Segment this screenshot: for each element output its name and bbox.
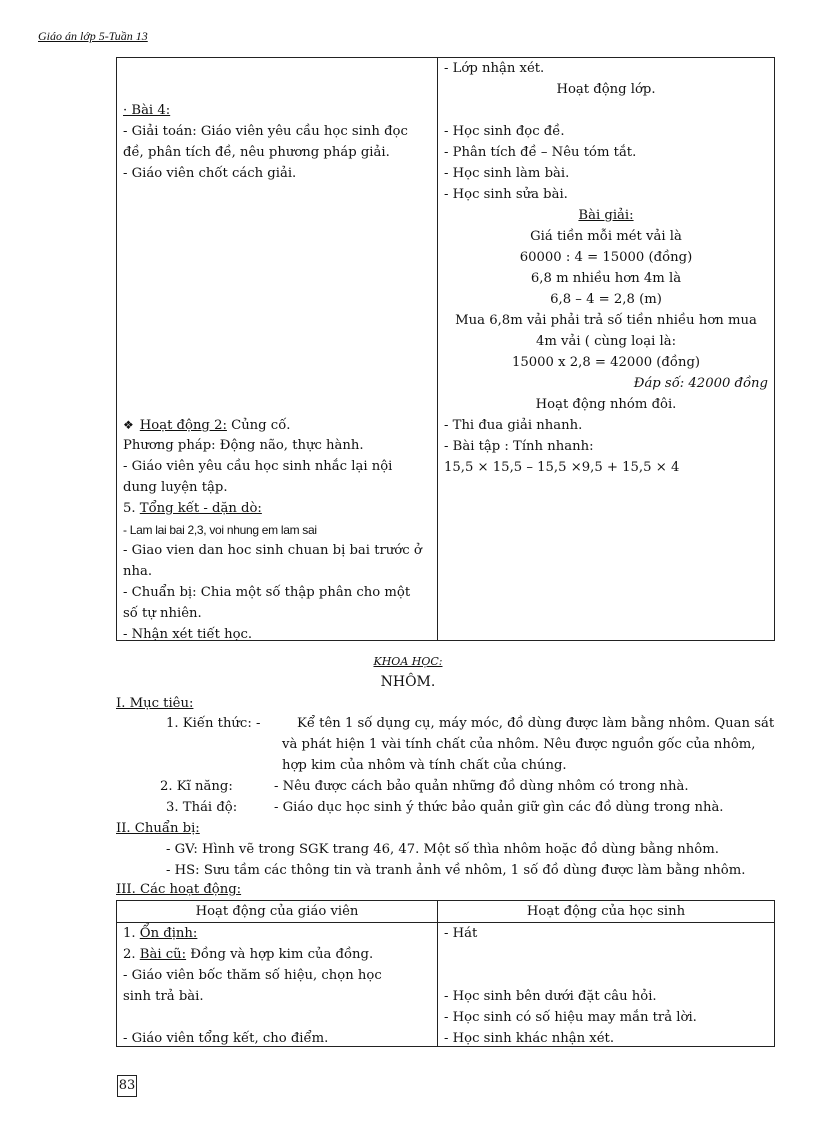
left-line: 1. Ổn định:	[123, 926, 198, 941]
left-line: - Giáo viên tổng kết, cho điểm.	[123, 1031, 329, 1046]
objective-1-line: Kể tên 1 số dụng cụ, máy móc, đồ dùng được làm bằng nhôm. Quan sát	[297, 716, 775, 731]
right-line: - Học sinh khác nhận xét.	[444, 1031, 615, 1046]
left-line: sinh trả bài.	[123, 989, 204, 1004]
left-line: - Giáo viên bốc thăm số hiệu, chọn học	[123, 968, 382, 983]
right-line: - Học sinh làm bài.	[444, 166, 570, 181]
right-line: - Học sinh có số hiệu may mắn trả lời.	[444, 1010, 697, 1025]
preparation-student: - HS: Sưu tầm các thông tin và tranh ảnh về nhôm, 1 số đồ dùng được làm bằng nhôm.	[166, 863, 746, 878]
objective-1-line: và phát hiện 1 vài tính chất của nhôm. Nêu được nguồn gốc của nhôm,	[282, 737, 756, 752]
activities-heading: III. Các hoạt động:	[116, 882, 242, 897]
left-line: - Nhận xét tiết học.	[123, 627, 253, 642]
column-header-student: Hoạt động của học sinh	[526, 904, 686, 919]
right-line: - Học sinh bên dưới đặt câu hỏi.	[444, 989, 657, 1004]
objectives-heading: I. Mục tiêu:	[116, 696, 194, 711]
diamond-bullet-icon: ❖	[123, 418, 134, 432]
objective-1-label: 1. Kiến thức: -	[166, 716, 261, 731]
lesson-title: NHÔM.	[380, 674, 436, 690]
left-line: - Giải toán: Giáo viên yêu cầu học sinh đọc	[123, 124, 408, 139]
right-line-center: Hoạt động lớp.	[556, 82, 656, 97]
lesson-table-continued	[116, 57, 775, 641]
right-line: - Phân tích đề – Nêu tóm tắt.	[444, 145, 637, 160]
left-line: - Chuẩn bị: Chia một số thập phân cho một	[123, 585, 411, 600]
preparation-teacher: - GV: Hình vẽ trong SGK trang 46, 47. Một số thìa nhôm hoặc đồ dùng bằng nhôm.	[166, 842, 719, 857]
solution-line: 6,8 m nhiều hơn 4m là	[530, 271, 682, 286]
right-line: - Lớp nhận xét.	[444, 61, 545, 76]
solution-heading: Bài giải:	[578, 208, 634, 223]
preparation-heading: II. Chuẩn bị:	[116, 821, 200, 836]
solution-line: 4m vải ( cùng loại là:	[535, 334, 677, 349]
objective-3-text: - Giáo dục học sinh ý thức bảo quản giữ gìn các đồ dùng trong nhà.	[274, 800, 724, 815]
solution-line: 6,8 – 4 = 2,8 (m)	[550, 292, 662, 307]
left-line: dung luyện tập.	[123, 480, 228, 495]
right-line: - Bài tập : Tính nhanh:	[444, 439, 594, 454]
objective-2-text: - Nêu được cách bảo quản những đồ dùng nhôm có trong nhà.	[274, 779, 689, 794]
right-line-expression: 15,5 × 15,5 – 15,5 ×9,5 + 15,5 × 4	[444, 460, 680, 475]
right-line: - Học sinh đọc đề.	[444, 124, 565, 139]
left-line: đề, phân tích đề, nêu phương pháp giải.	[123, 145, 390, 160]
left-line: - Giáo viên chốt cách giải.	[123, 166, 297, 181]
right-line-center: Hoạt động nhóm đôi.	[535, 397, 677, 412]
header-divider	[117, 922, 774, 923]
solution-line: Giá tiền mỗi mét vải là	[530, 229, 682, 244]
left-line: 2. Bài cũ: Đồng và hợp kim của đồng.	[123, 947, 374, 962]
solution-line: Mua 6,8m vải phải trả số tiền nhiều hơn mua	[455, 313, 757, 328]
left-line-summary: 5. Tổng kết - dặn dò:	[123, 501, 262, 516]
left-line: - Giáo viên yêu cầu học sinh nhắc lại nội	[123, 459, 393, 474]
left-line-activity2: ❖ Hoạt động 2: Củng cố.	[123, 418, 291, 433]
page-number: 83	[117, 1075, 137, 1097]
right-line: - Học sinh sửa bài.	[444, 187, 568, 202]
left-line: - Giao vien dan hoc sinh chuan bị bai trước ở	[123, 543, 422, 558]
answer-line: Đáp số: 42000 đồng	[633, 376, 768, 391]
left-line: Phương pháp: Động não, thực hành.	[123, 438, 364, 453]
activities-table	[116, 900, 775, 1047]
page-header: Giáo án lớp 5-Tuần 13	[38, 29, 148, 43]
objective-3-label: 3. Thái độ:	[166, 800, 238, 815]
left-line: số tự nhiên.	[123, 606, 202, 621]
column-header-teacher: Hoạt động của giáo viên	[195, 904, 359, 919]
left-line: - Lam lai bai 2,3, voi nhung em lam sai	[123, 523, 317, 537]
left-line: · Bài 4:	[123, 103, 171, 118]
left-line: nha.	[123, 564, 153, 579]
solution-line: 60000 : 4 = 15000 (đồng)	[519, 250, 693, 265]
objective-2-label: 2. Kĩ năng:	[160, 779, 233, 794]
right-line: - Thi đua giải nhanh.	[444, 418, 583, 433]
solution-line: 15000 x 2,8 = 42000 (đồng)	[511, 355, 701, 370]
objective-1-line: hợp kim của nhôm và tính chất của chúng.	[282, 758, 567, 773]
subject-heading: KHOA HỌC:	[373, 655, 443, 668]
right-line: - Hát	[444, 926, 478, 941]
